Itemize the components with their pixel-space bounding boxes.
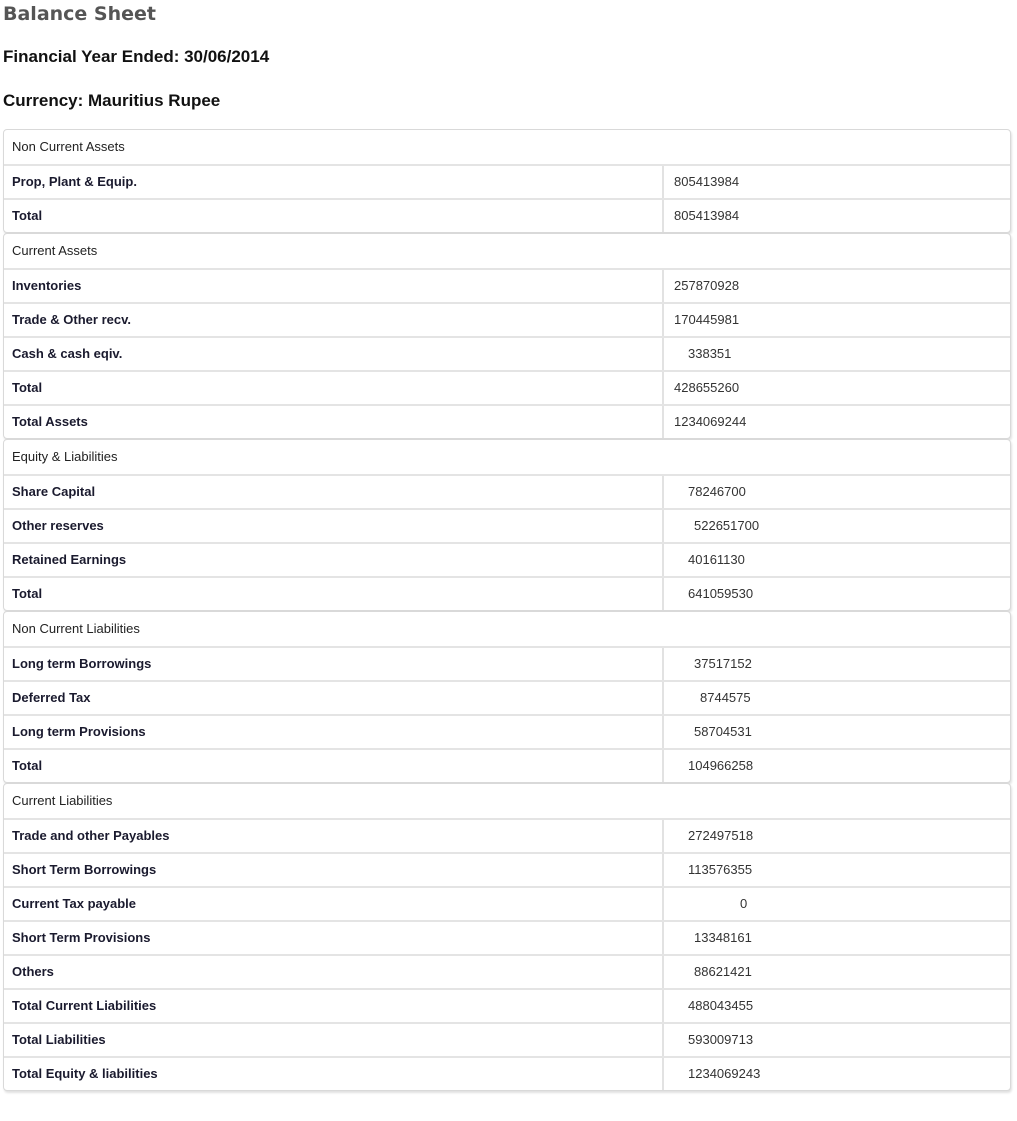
- row-value: 88621421: [694, 964, 752, 979]
- row-value: 805413984: [674, 174, 740, 189]
- table-row: [4, 750, 1010, 782]
- row-label: Trade & Other recv.: [4, 304, 664, 336]
- section-heading: Current Assets: [4, 234, 1010, 270]
- row-label: Total: [4, 578, 664, 610]
- section-heading: Non Current Liabilities: [4, 612, 1010, 648]
- row-value: 13348161: [694, 930, 752, 945]
- table-row: [4, 578, 1010, 610]
- row-value: 8744575: [700, 690, 751, 705]
- row-value: 0: [740, 896, 748, 911]
- page-title: Balance Sheet: [3, 3, 156, 25]
- section-equity-liabilities: [3, 439, 1011, 611]
- row-value: 104966258: [688, 758, 754, 773]
- table-row: [4, 372, 1010, 406]
- section-non-current-assets: [3, 129, 1011, 233]
- row-label: Total: [4, 372, 664, 404]
- row-label: Cash & cash eqiv.: [4, 338, 664, 370]
- row-label: Total Liabilities: [4, 1024, 664, 1056]
- table-row: [4, 166, 1010, 200]
- row-value: 78246700: [688, 484, 746, 499]
- row-value: 113576355: [688, 862, 753, 877]
- table-row: [4, 956, 1010, 990]
- row-label: Other reserves: [4, 510, 664, 542]
- section-non-current-liabilities: [3, 611, 1011, 783]
- row-value: 428655260: [674, 380, 740, 395]
- table-row: [4, 716, 1010, 750]
- row-label: Current Tax payable: [4, 888, 664, 920]
- table-row: [4, 200, 1010, 232]
- row-value: 272497518: [688, 828, 754, 843]
- financial-year: Financial Year Ended: 30/06/2014: [3, 47, 270, 66]
- table-row: [4, 1058, 1010, 1090]
- currency: Currency: Mauritius Rupee: [3, 91, 221, 110]
- row-label: Long term Borrowings: [4, 648, 664, 680]
- table-row: [4, 338, 1010, 372]
- row-label: Short Term Borrowings: [4, 854, 664, 886]
- row-label: Total: [4, 750, 664, 782]
- table-row: [4, 510, 1010, 544]
- row-label: Share Capital: [4, 476, 664, 508]
- row-value: 488043455: [688, 998, 754, 1013]
- table-row: [4, 1024, 1010, 1058]
- section-current-assets: [3, 233, 1011, 439]
- row-label: Deferred Tax: [4, 682, 664, 714]
- section-heading: Current Liabilities: [4, 784, 1010, 820]
- table-row: [4, 270, 1010, 304]
- row-label: Total: [4, 200, 664, 232]
- table-row: [4, 476, 1010, 510]
- table-row: [4, 922, 1010, 956]
- table-row: [4, 544, 1010, 578]
- row-label: Others: [4, 956, 664, 988]
- table-row: [4, 990, 1010, 1024]
- table-row: [4, 648, 1010, 682]
- row-value: 1234069243: [688, 1066, 761, 1081]
- row-value: 170445981: [674, 312, 740, 327]
- row-value: 522651700: [694, 518, 760, 533]
- row-value: 40161130: [688, 552, 745, 567]
- table-row: [4, 854, 1010, 888]
- section-current-liabilities: [3, 783, 1011, 1091]
- row-value: 338351: [688, 346, 732, 361]
- table-row: [4, 406, 1010, 438]
- row-label: Retained Earnings: [4, 544, 664, 576]
- row-value: 58704531: [694, 724, 752, 739]
- row-label: Long term Provisions: [4, 716, 664, 748]
- row-value: 641059530: [688, 586, 754, 601]
- row-value: 593009713: [688, 1032, 754, 1047]
- table-row: [4, 304, 1010, 338]
- row-label: Inventories: [4, 270, 664, 302]
- row-label: Prop, Plant & Equip.: [4, 166, 664, 198]
- table-row: [4, 820, 1010, 854]
- row-label: Total Assets: [4, 406, 664, 438]
- row-label: Total Equity & liabilities: [4, 1058, 664, 1090]
- table-row: [4, 888, 1010, 922]
- section-heading: Non Current Assets: [4, 130, 1010, 166]
- row-value: 37517152: [694, 656, 752, 671]
- row-label: Total Current Liabilities: [4, 990, 664, 1022]
- row-label: Short Term Provisions: [4, 922, 664, 954]
- row-value: 257870928: [674, 278, 740, 293]
- row-value: 1234069244: [674, 414, 747, 429]
- table-row: [4, 682, 1010, 716]
- row-label: Trade and other Payables: [4, 820, 664, 852]
- row-value: 805413984: [674, 208, 740, 223]
- balance-sheet-table: [3, 129, 1011, 1091]
- section-heading: Equity & Liabilities: [4, 440, 1010, 476]
